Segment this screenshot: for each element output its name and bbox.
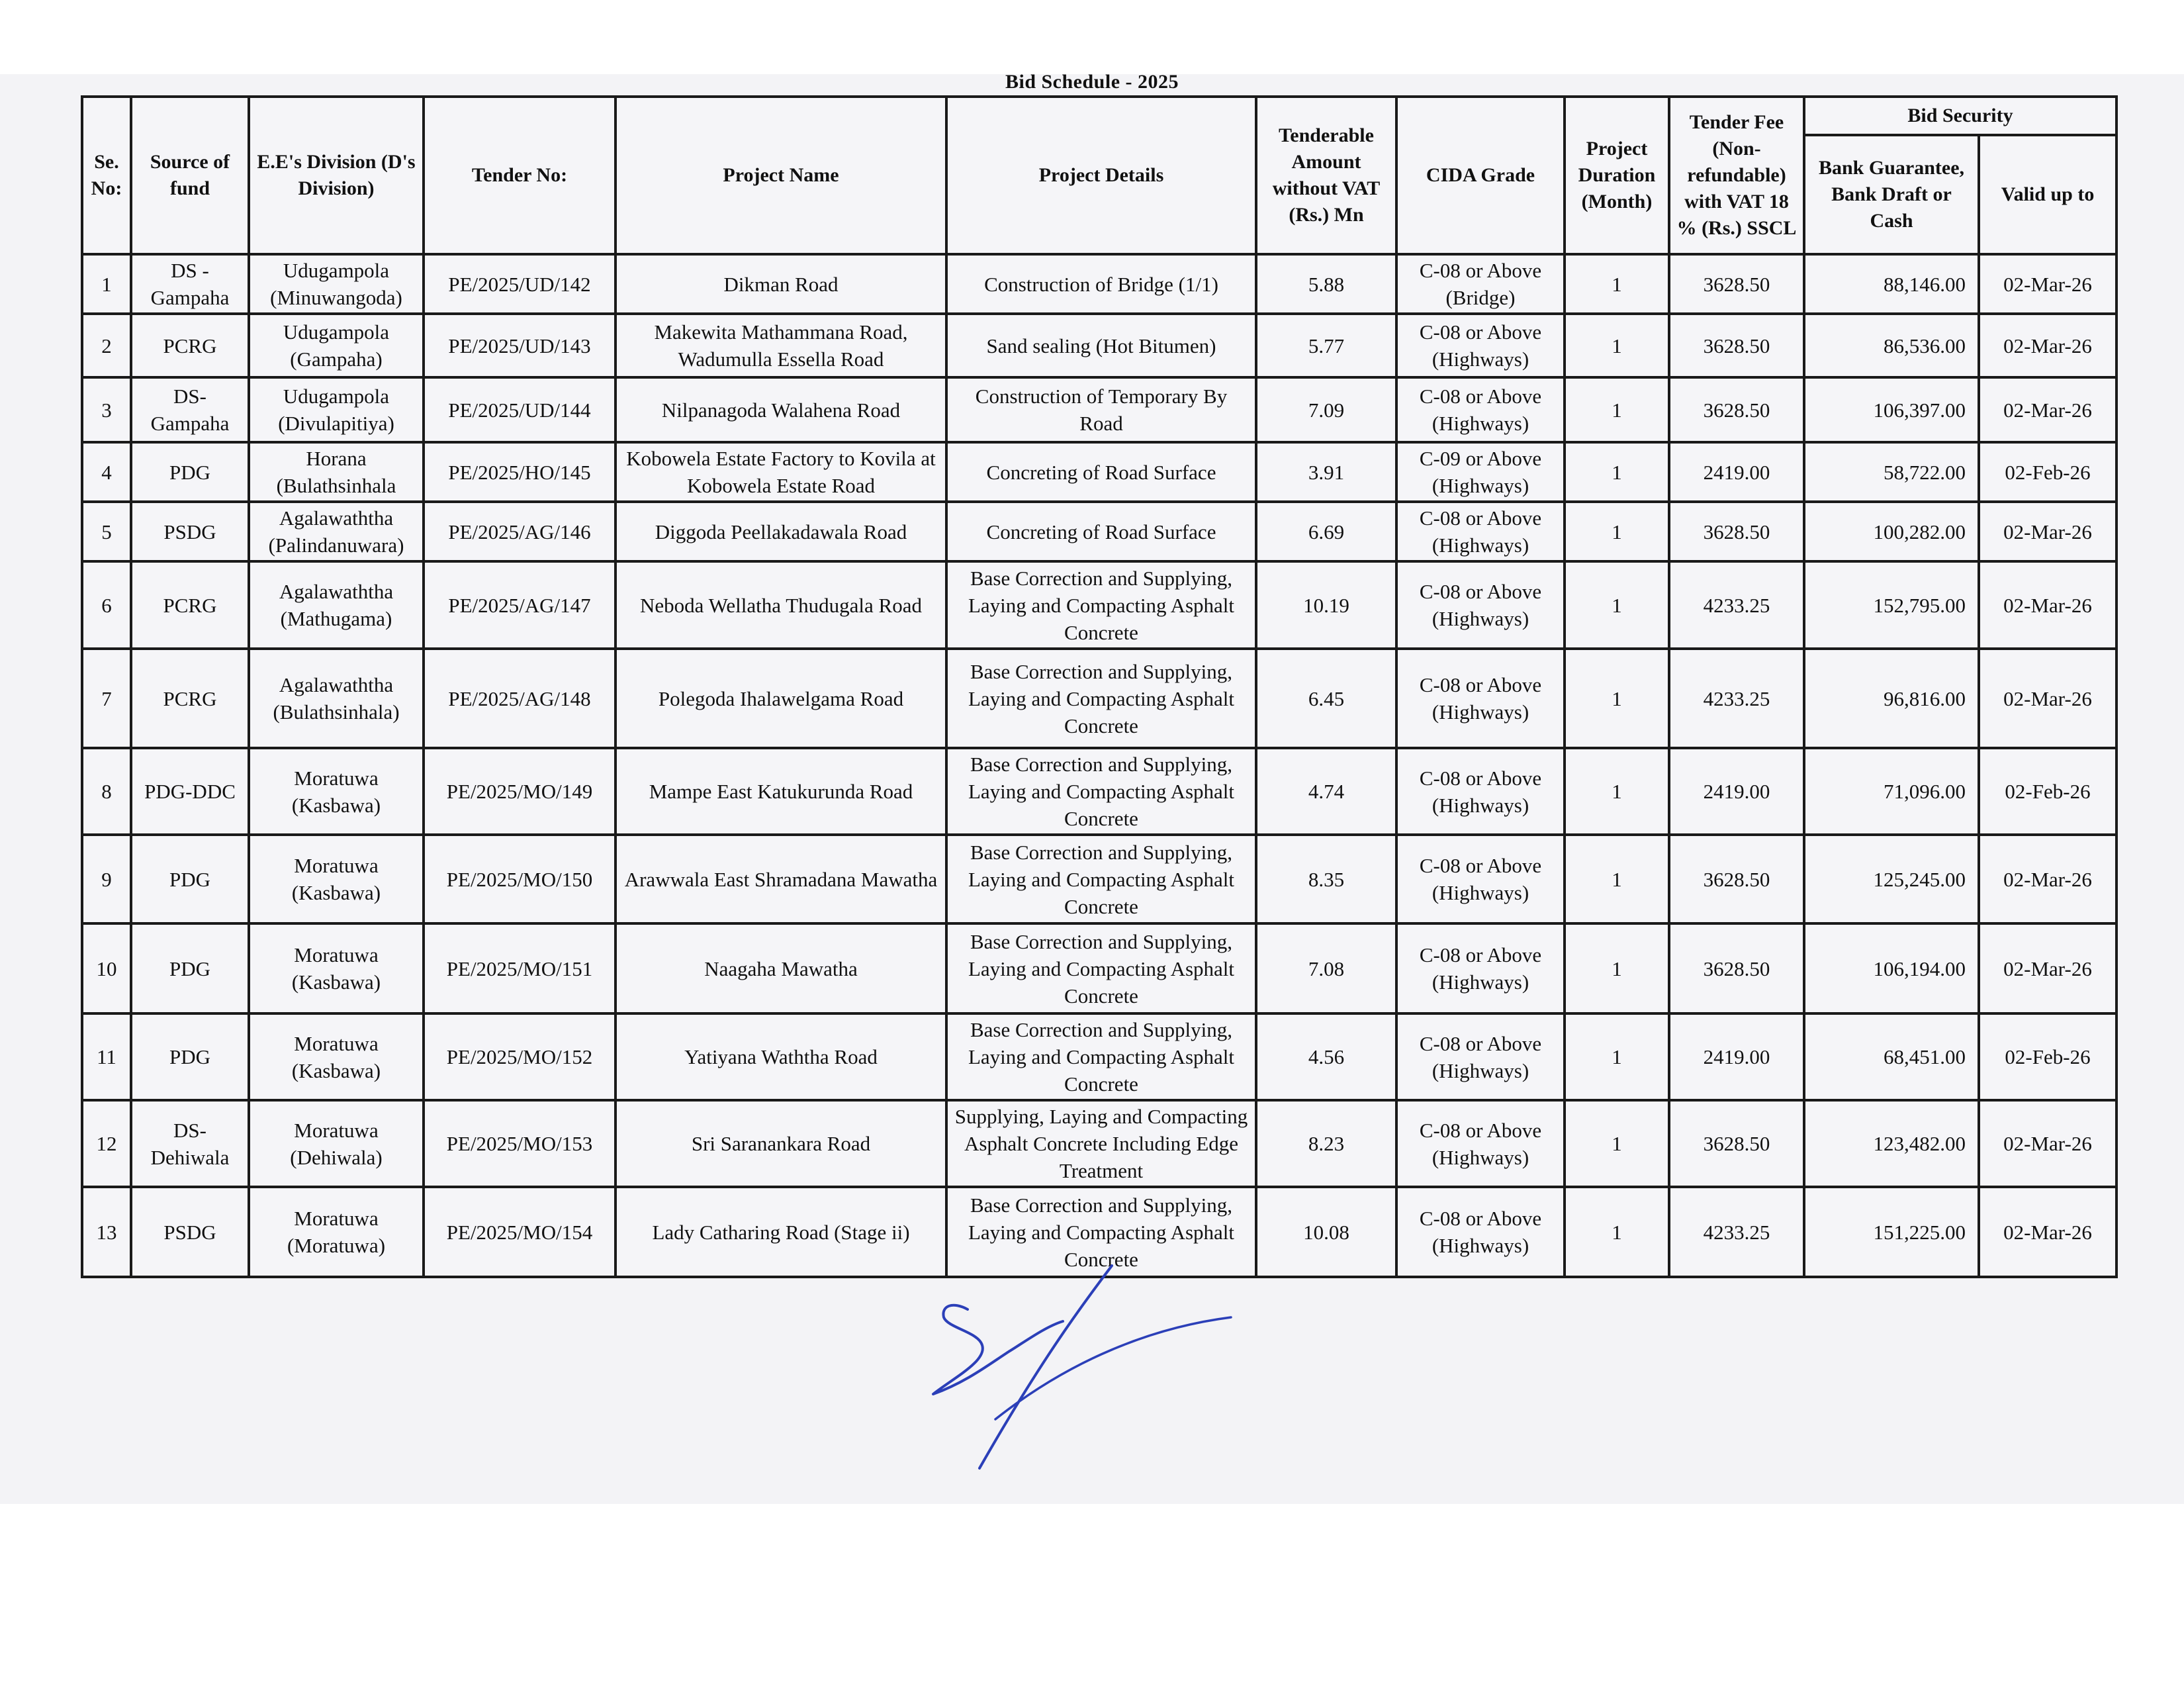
cell-project-duration: 1 <box>1565 502 1669 561</box>
cell-bid-security-amount: 68,451.00 <box>1804 1013 1979 1100</box>
cell-project-duration: 1 <box>1565 1100 1669 1187</box>
cell-division: Udugampola (Minuwangoda) <box>249 254 424 314</box>
table-body <box>82 254 2116 1277</box>
cell-cida-grade: C-08 or Above (Highways) <box>1396 923 1565 1013</box>
cell-tender-no: PE/2025/MO/154 <box>424 1187 615 1277</box>
header-project-details: Project Details <box>946 97 1256 254</box>
cell-tenderable-amount: 5.88 <box>1256 254 1396 314</box>
cell-project-duration: 1 <box>1565 1013 1669 1100</box>
cell-cida-grade: C-08 or Above (Highways) <box>1396 1013 1565 1100</box>
cell-division: Moratuwa (Kasbawa) <box>249 923 424 1013</box>
cell-project-duration: 1 <box>1565 835 1669 923</box>
cell-tender-no: PE/2025/AG/146 <box>424 502 615 561</box>
cell-se-no: 4 <box>82 442 131 502</box>
cell-project-name: Nilpanagoda Walahena Road <box>615 377 946 442</box>
cell-tenderable-amount: 8.35 <box>1256 835 1396 923</box>
cell-division: Moratuwa (Kasbawa) <box>249 1013 424 1100</box>
cell-tender-no: PE/2025/AG/148 <box>424 649 615 748</box>
cell-bid-security-amount: 86,536.00 <box>1804 314 1979 377</box>
cell-cida-grade: C-09 or Above (Highways) <box>1396 442 1565 502</box>
cell-source-of-fund: DS- Dehiwala <box>131 1100 249 1187</box>
cell-valid-up-to: 02-Feb-26 <box>1979 442 2116 502</box>
cell-se-no: 7 <box>82 649 131 748</box>
cell-project-name: Lady Catharing Road (Stage ii) <box>615 1187 946 1277</box>
cell-project-duration: 1 <box>1565 923 1669 1013</box>
cell-tender-no: PE/2025/MO/149 <box>424 748 615 835</box>
cell-tender-fee: 3628.50 <box>1669 502 1804 561</box>
cell-cida-grade: C-08 or Above (Highways) <box>1396 649 1565 748</box>
cell-source-of-fund: PSDG <box>131 502 249 561</box>
header-project-name: Project Name <box>615 97 946 254</box>
cell-se-no: 1 <box>82 254 131 314</box>
table-row <box>82 748 2116 835</box>
cell-project-duration: 1 <box>1565 254 1669 314</box>
cell-division: Moratuwa (Kasbawa) <box>249 835 424 923</box>
cell-project-name: Yatiyana Waththa Road <box>615 1013 946 1100</box>
cell-valid-up-to: 02-Mar-26 <box>1979 502 2116 561</box>
header-tender-no: Tender No: <box>424 97 615 254</box>
cell-bid-security-amount: 125,245.00 <box>1804 835 1979 923</box>
cell-division: Moratuwa (Dehiwala) <box>249 1100 424 1187</box>
cell-division: Horana (Bulathsinhala <box>249 442 424 502</box>
header-source-of-fund: Source of fund <box>131 97 249 254</box>
cell-tender-no: PE/2025/HO/145 <box>424 442 615 502</box>
cell-project-duration: 1 <box>1565 314 1669 377</box>
cell-tender-fee: 3628.50 <box>1669 923 1804 1013</box>
header-se-no: Se. No: <box>82 97 131 254</box>
cell-cida-grade: C-08 or Above (Highways) <box>1396 1187 1565 1277</box>
cell-bid-security-amount: 96,816.00 <box>1804 649 1979 748</box>
cell-tender-no: PE/2025/UD/142 <box>424 254 615 314</box>
cell-se-no: 8 <box>82 748 131 835</box>
cell-project-details: Concreting of Road Surface <box>946 502 1256 561</box>
table-row <box>82 502 2116 561</box>
cell-tender-fee: 2419.00 <box>1669 748 1804 835</box>
header-tenderable-amount: Tenderable Amount without VAT (Rs.) Mn <box>1256 97 1396 254</box>
cell-bid-security-amount: 106,397.00 <box>1804 377 1979 442</box>
cell-tender-fee: 3628.50 <box>1669 314 1804 377</box>
table-row <box>82 254 2116 314</box>
cell-tenderable-amount: 7.09 <box>1256 377 1396 442</box>
cell-source-of-fund: DS - Gampaha <box>131 254 249 314</box>
table-row <box>82 649 2116 748</box>
cell-source-of-fund: PCRG <box>131 314 249 377</box>
cell-valid-up-to: 02-Feb-26 <box>1979 748 2116 835</box>
cell-source-of-fund: PCRG <box>131 561 249 649</box>
cell-tender-no: PE/2025/AG/147 <box>424 561 615 649</box>
cell-se-no: 5 <box>82 502 131 561</box>
cell-tender-fee: 3628.50 <box>1669 377 1804 442</box>
cell-project-details: Base Correction and Supplying, Laying and Compacting Asphalt Concrete <box>946 1013 1256 1100</box>
cell-project-details: Construction of Temporary By Road <box>946 377 1256 442</box>
cell-project-duration: 1 <box>1565 748 1669 835</box>
cell-tender-fee: 3628.50 <box>1669 835 1804 923</box>
cell-project-details: Base Correction and Supplying, Laying and Compacting Asphalt Concrete <box>946 748 1256 835</box>
cell-valid-up-to: 02-Mar-26 <box>1979 835 2116 923</box>
cell-source-of-fund: PDG <box>131 442 249 502</box>
signature-mark <box>927 1258 1244 1483</box>
cell-project-name: Sri Saranankara Road <box>615 1100 946 1187</box>
cell-tender-no: PE/2025/MO/151 <box>424 923 615 1013</box>
cell-project-duration: 1 <box>1565 377 1669 442</box>
cell-project-details: Base Correction and Supplying, Laying and Compacting Asphalt Concrete <box>946 561 1256 649</box>
cell-bid-security-amount: 123,482.00 <box>1804 1100 1979 1187</box>
cell-tender-fee: 4233.25 <box>1669 1187 1804 1277</box>
cell-cida-grade: C-08 or Above (Highways) <box>1396 835 1565 923</box>
bid-schedule-table <box>81 95 2118 1278</box>
cell-project-details: Construction of Bridge (1/1) <box>946 254 1256 314</box>
cell-division: Moratuwa (Moratuwa) <box>249 1187 424 1277</box>
cell-source-of-fund: DS- Gampaha <box>131 377 249 442</box>
cell-tender-no: PE/2025/MO/153 <box>424 1100 615 1187</box>
cell-bid-security-amount: 58,722.00 <box>1804 442 1979 502</box>
cell-valid-up-to: 02-Feb-26 <box>1979 1013 2116 1100</box>
cell-tenderable-amount: 4.74 <box>1256 748 1396 835</box>
cell-cida-grade: C-08 or Above (Highways) <box>1396 1100 1565 1187</box>
cell-bid-security-amount: 100,282.00 <box>1804 502 1979 561</box>
cell-tenderable-amount: 6.45 <box>1256 649 1396 748</box>
cell-project-name: Diggoda Peellakadawala Road <box>615 502 946 561</box>
cell-division: Agalawaththa (Bulathsinhala) <box>249 649 424 748</box>
cell-project-duration: 1 <box>1565 561 1669 649</box>
table-row <box>82 377 2116 442</box>
cell-tenderable-amount: 7.08 <box>1256 923 1396 1013</box>
cell-se-no: 12 <box>82 1100 131 1187</box>
cell-source-of-fund: PDG-DDC <box>131 748 249 835</box>
header-cida-grade: CIDA Grade <box>1396 97 1565 254</box>
document-title: Bid Schedule - 2025 <box>1005 71 1179 93</box>
header-bank-guarantee: Bank Guarantee, Bank Draft or Cash <box>1804 135 1979 254</box>
table-row <box>82 835 2116 923</box>
cell-source-of-fund: PDG <box>131 923 249 1013</box>
cell-project-details: Concreting of Road Surface <box>946 442 1256 502</box>
cell-cida-grade: C-08 or Above (Highways) <box>1396 748 1565 835</box>
cell-bid-security-amount: 152,795.00 <box>1804 561 1979 649</box>
cell-project-name: Naagaha Mawatha <box>615 923 946 1013</box>
header-tender-fee: Tender Fee (Non-refundable) with VAT 18 % (Rs.) SSCL <box>1669 97 1804 254</box>
cell-project-name: Kobowela Estate Factory to Kovila at Kobowela Estate Road <box>615 442 946 502</box>
cell-tenderable-amount: 6.69 <box>1256 502 1396 561</box>
cell-bid-security-amount: 106,194.00 <box>1804 923 1979 1013</box>
cell-valid-up-to: 02-Mar-26 <box>1979 561 2116 649</box>
cell-tenderable-amount: 3.91 <box>1256 442 1396 502</box>
cell-se-no: 11 <box>82 1013 131 1100</box>
cell-project-name: Polegoda Ihalawelgama Road <box>615 649 946 748</box>
cell-source-of-fund: PCRG <box>131 649 249 748</box>
cell-valid-up-to: 02-Mar-26 <box>1979 1100 2116 1187</box>
cell-se-no: 3 <box>82 377 131 442</box>
cell-cida-grade: C-08 or Above (Highways) <box>1396 314 1565 377</box>
cell-tender-fee: 2419.00 <box>1669 1013 1804 1100</box>
cell-tender-no: PE/2025/MO/150 <box>424 835 615 923</box>
cell-bid-security-amount: 71,096.00 <box>1804 748 1979 835</box>
cell-project-name: Mampe East Katukurunda Road <box>615 748 946 835</box>
cell-project-details: Sand sealing (Hot Bitumen) <box>946 314 1256 377</box>
cell-tender-fee: 3628.50 <box>1669 254 1804 314</box>
cell-bid-security-amount: 88,146.00 <box>1804 254 1979 314</box>
table-row <box>82 1100 2116 1187</box>
cell-source-of-fund: PSDG <box>131 1187 249 1277</box>
cell-bid-security-amount: 151,225.00 <box>1804 1187 1979 1277</box>
cell-tender-no: PE/2025/MO/152 <box>424 1013 615 1100</box>
cell-project-duration: 1 <box>1565 649 1669 748</box>
cell-se-no: 6 <box>82 561 131 649</box>
cell-project-details: Base Correction and Supplying, Laying and Compacting Asphalt Concrete <box>946 1187 1256 1277</box>
cell-cida-grade: C-08 or Above (Highways) <box>1396 377 1565 442</box>
cell-valid-up-to: 02-Mar-26 <box>1979 923 2116 1013</box>
cell-source-of-fund: PDG <box>131 1013 249 1100</box>
cell-project-duration: 1 <box>1565 442 1669 502</box>
cell-cida-grade: C-08 or Above (Highways) <box>1396 502 1565 561</box>
cell-cida-grade: C-08 or Above (Highways) <box>1396 561 1565 649</box>
cell-project-details: Base Correction and Supplying, Laying and Compacting Asphalt Concrete <box>946 649 1256 748</box>
cell-tenderable-amount: 8.23 <box>1256 1100 1396 1187</box>
header-bid-security: Bid Security <box>1804 97 2116 135</box>
cell-se-no: 9 <box>82 835 131 923</box>
cell-division: Agalawaththa (Mathugama) <box>249 561 424 649</box>
cell-valid-up-to: 02-Mar-26 <box>1979 254 2116 314</box>
cell-valid-up-to: 02-Mar-26 <box>1979 649 2116 748</box>
table-header <box>82 97 2116 254</box>
cell-valid-up-to: 02-Mar-26 <box>1979 377 2116 442</box>
cell-tenderable-amount: 10.08 <box>1256 1187 1396 1277</box>
cell-project-details: Supplying, Laying and Compacting Asphalt Concrete Including Edge Treatment <box>946 1100 1256 1187</box>
cell-se-no: 2 <box>82 314 131 377</box>
cell-tender-fee: 2419.00 <box>1669 442 1804 502</box>
cell-tender-no: PE/2025/UD/144 <box>424 377 615 442</box>
cell-division: Udugampola (Gampaha) <box>249 314 424 377</box>
cell-project-name: Arawwala East Shramadana Mawatha <box>615 835 946 923</box>
cell-tender-fee: 4233.25 <box>1669 649 1804 748</box>
table-row <box>82 923 2116 1013</box>
cell-division: Udugampola (Divulapitiya) <box>249 377 424 442</box>
table-row <box>82 1013 2116 1100</box>
cell-se-no: 10 <box>82 923 131 1013</box>
header-valid-up-to: Valid up to <box>1979 135 2116 254</box>
table-row <box>82 561 2116 649</box>
table-row <box>82 314 2116 377</box>
cell-valid-up-to: 02-Mar-26 <box>1979 314 2116 377</box>
cell-project-name: Neboda Wellatha Thudugala Road <box>615 561 946 649</box>
header-division: E.E's Division (D's Division) <box>249 97 424 254</box>
cell-valid-up-to: 02-Mar-26 <box>1979 1187 2116 1277</box>
table-row <box>82 442 2116 502</box>
cell-project-duration: 1 <box>1565 1187 1669 1277</box>
cell-project-name: Dikman Road <box>615 254 946 314</box>
cell-division: Agalawaththa (Palindanuwara) <box>249 502 424 561</box>
header-project-duration: Project Duration (Month) <box>1565 97 1669 254</box>
cell-tender-fee: 3628.50 <box>1669 1100 1804 1187</box>
cell-tender-fee: 4233.25 <box>1669 561 1804 649</box>
cell-project-name: Makewita Mathammana Road, Wadumulla Essella Road <box>615 314 946 377</box>
cell-cida-grade: C-08 or Above (Bridge) <box>1396 254 1565 314</box>
cell-tenderable-amount: 4.56 <box>1256 1013 1396 1100</box>
cell-tenderable-amount: 10.19 <box>1256 561 1396 649</box>
cell-se-no: 13 <box>82 1187 131 1277</box>
cell-project-details: Base Correction and Supplying, Laying and Compacting Asphalt Concrete <box>946 923 1256 1013</box>
cell-project-details: Base Correction and Supplying, Laying and Compacting Asphalt Concrete <box>946 835 1256 923</box>
cell-tender-no: PE/2025/UD/143 <box>424 314 615 377</box>
cell-tenderable-amount: 5.77 <box>1256 314 1396 377</box>
cell-division: Moratuwa (Kasbawa) <box>249 748 424 835</box>
cell-source-of-fund: PDG <box>131 835 249 923</box>
